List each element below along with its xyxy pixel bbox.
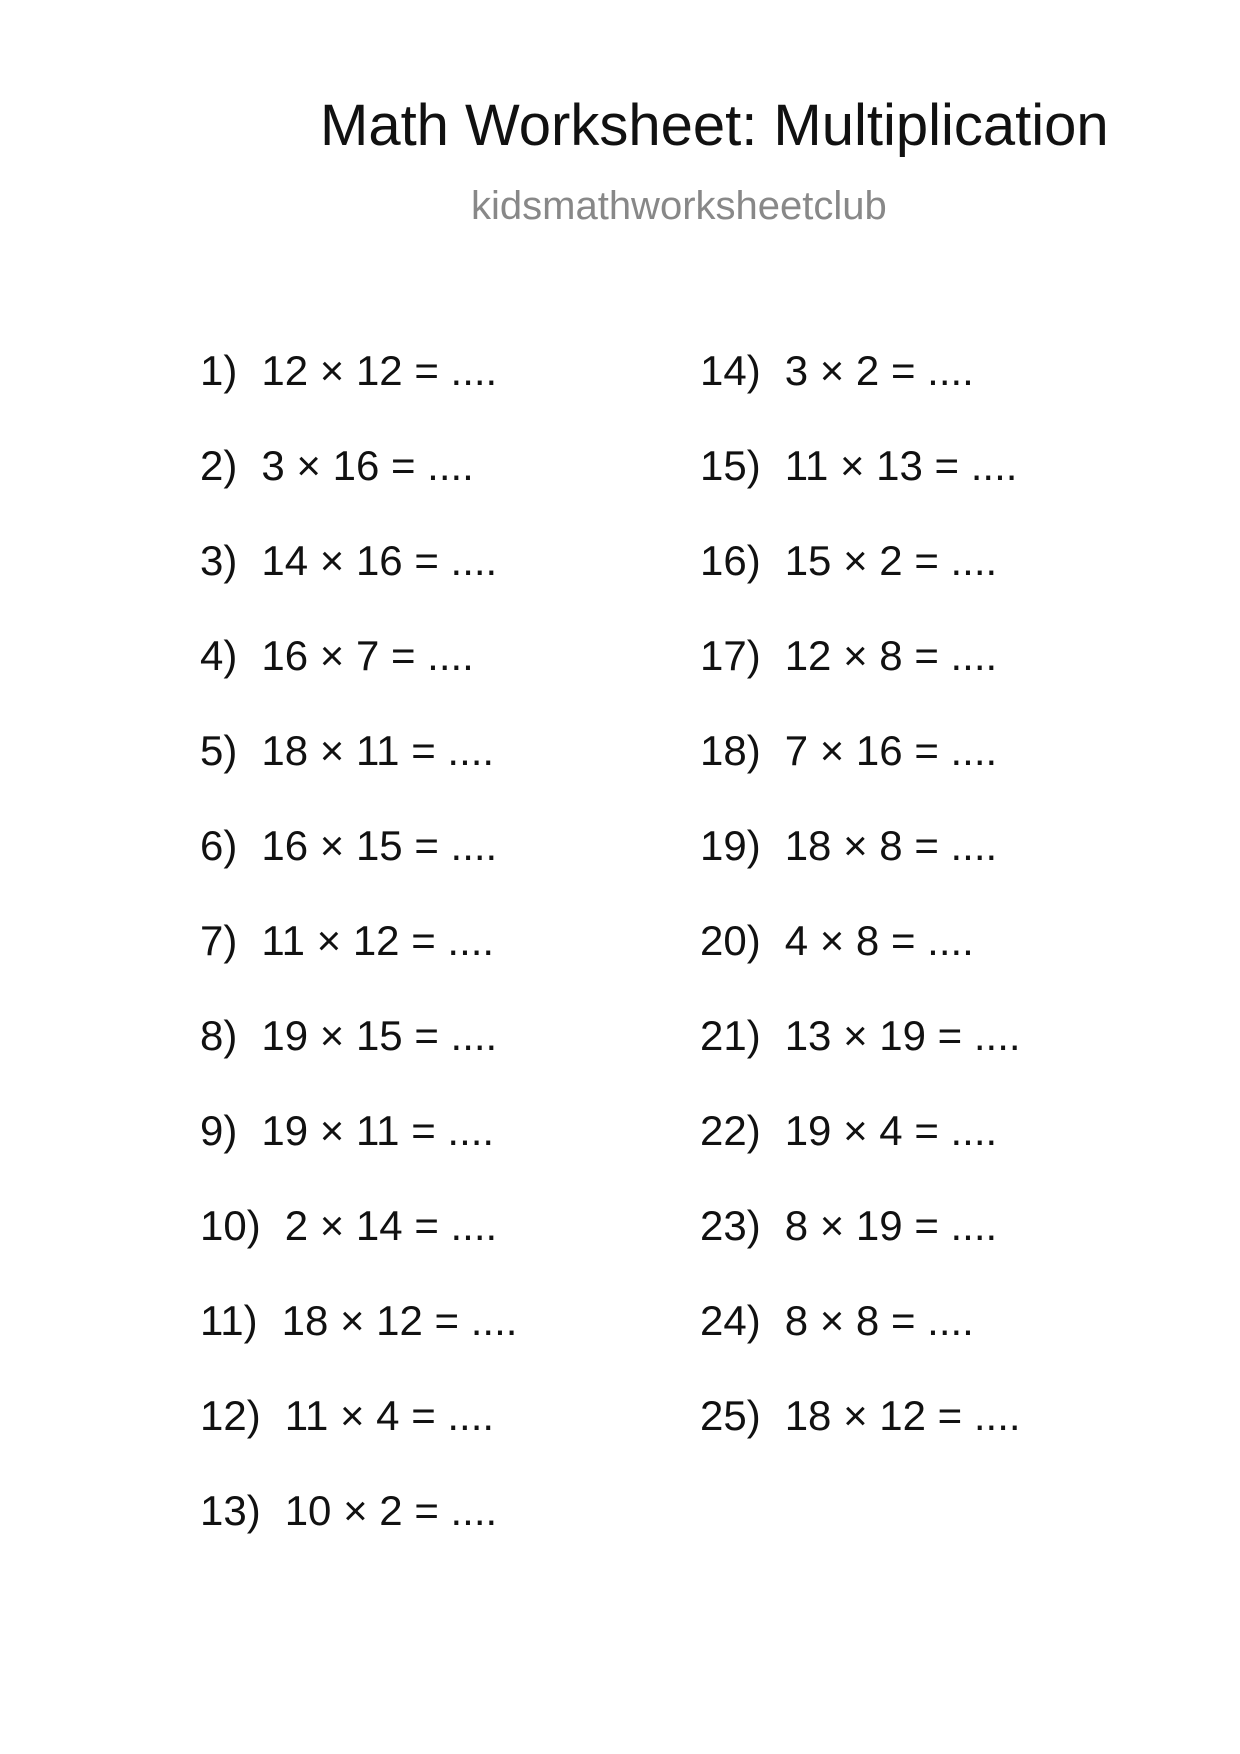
problem-number: 9)	[200, 1107, 238, 1154]
problem-expression: 8 × 8 = ....	[784, 1297, 974, 1344]
problem-number: 23)	[700, 1202, 761, 1249]
problem-expression: 7 × 16 = ....	[784, 727, 998, 774]
problem-number: 21)	[700, 1012, 761, 1059]
problem-expression: 4 × 8 = ....	[784, 917, 974, 964]
problem-expression: 2 × 14 = ....	[284, 1202, 498, 1249]
problem-number: 16)	[700, 537, 761, 584]
problem-item	[700, 632, 1021, 730]
problem-number: 12)	[200, 1392, 261, 1439]
problem-expression: 15 × 2 = ....	[784, 537, 998, 584]
problem-number: 14)	[700, 347, 761, 394]
problem-expression: 14 × 16 = ....	[261, 537, 498, 584]
problem-item	[200, 1297, 518, 1395]
problem-number: 11)	[200, 1297, 258, 1344]
problem-number: 8)	[200, 1012, 238, 1059]
problem-expression: 19 × 11 = ....	[261, 1107, 495, 1154]
problem-item	[200, 727, 517, 825]
problem-number: 6)	[200, 822, 238, 869]
problem-item	[200, 537, 517, 635]
problem-expression: 18 × 12 = ....	[281, 1297, 518, 1344]
problem-expression: 18 × 12 = ....	[784, 1392, 1021, 1439]
problem-item	[700, 442, 1021, 540]
problem-expression: 8 × 19 = ....	[784, 1202, 998, 1249]
problem-expression: 12 × 8 = ....	[784, 632, 998, 679]
problem-expression: 16 × 15 = ....	[261, 822, 498, 869]
problem-item	[200, 1202, 517, 1300]
problem-item	[700, 1297, 1021, 1395]
problem-number: 7)	[200, 917, 238, 964]
problem-item	[700, 822, 1021, 920]
problem-column-left	[200, 347, 518, 1585]
problem-number: 3)	[200, 537, 238, 584]
problem-expression: 19 × 15 = ....	[261, 1012, 498, 1059]
problem-item	[700, 347, 1021, 445]
problem-number: 25)	[700, 1392, 761, 1439]
problem-item	[700, 727, 1021, 825]
problem-number: 19)	[700, 822, 761, 869]
problem-number: 15)	[700, 442, 761, 489]
problem-number: 20)	[700, 917, 761, 964]
problem-item	[700, 917, 1021, 1015]
problem-expression: 18 × 8 = ....	[784, 822, 998, 869]
problem-expression: 11 × 12 = ....	[261, 917, 495, 964]
problem-item	[700, 1107, 1021, 1205]
problem-item	[700, 1012, 1021, 1110]
problem-expression: 19 × 4 = ....	[784, 1107, 998, 1154]
problem-number: 10)	[200, 1202, 261, 1249]
problem-number: 18)	[700, 727, 761, 774]
problem-item	[200, 442, 517, 540]
problem-expression: 3 × 16 = ....	[261, 442, 474, 489]
problem-expression: 13 × 19 = ....	[784, 1012, 1021, 1059]
problem-item	[700, 1202, 1021, 1300]
problem-item	[200, 1392, 517, 1490]
problem-expression: 10 × 2 = ....	[284, 1487, 498, 1534]
problem-number: 2)	[200, 442, 238, 489]
problem-expression: 12 × 12 = ....	[261, 347, 498, 394]
problem-item	[200, 347, 517, 445]
problem-expression: 11 × 4 = ....	[284, 1392, 495, 1439]
problem-item	[200, 1107, 517, 1205]
problem-item	[200, 1487, 517, 1585]
problem-number: 24)	[700, 1297, 761, 1344]
problem-number: 5)	[200, 727, 238, 774]
problem-expression: 3 × 2 = ....	[784, 347, 974, 394]
problem-number: 4)	[200, 632, 238, 679]
problem-column-right	[700, 347, 1021, 1490]
worksheet-subtitle: kidsmathworksheetclub	[471, 184, 887, 228]
problem-item	[700, 1392, 1021, 1490]
problem-number: 13)	[200, 1487, 261, 1534]
problem-item	[200, 632, 517, 730]
problem-expression: 11 × 13 = ....	[784, 442, 1018, 489]
problem-expression: 18 × 11 = ....	[261, 727, 495, 774]
worksheet-title: Math Worksheet: Multiplication	[320, 93, 1109, 158]
problem-item	[700, 537, 1021, 635]
problem-item	[200, 917, 517, 1015]
problem-number: 17)	[700, 632, 761, 679]
problem-number: 1)	[200, 347, 238, 394]
problem-item	[200, 1012, 517, 1110]
problem-item	[200, 822, 517, 920]
problem-number: 22)	[700, 1107, 761, 1154]
problem-expression: 16 × 7 = ....	[261, 632, 474, 679]
